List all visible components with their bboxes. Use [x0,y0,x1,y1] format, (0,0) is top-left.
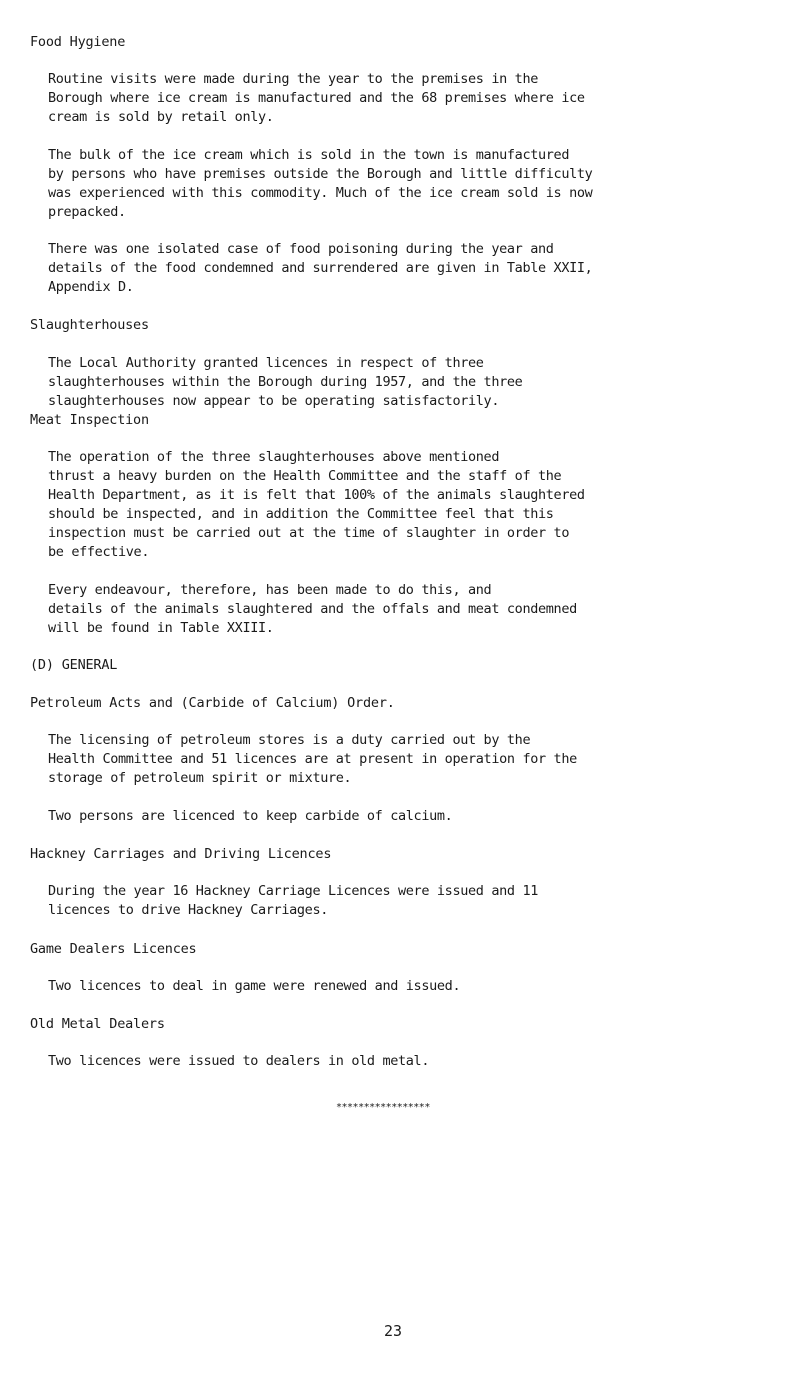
separator-asterisks: ***************** [336,1102,430,1113]
text-line: Borough where ice cream is manufactured and the 68 premises where ice [48,90,585,106]
text-line: thrust a heavy burden on the Health Committee and the staff of the [48,468,562,484]
text-line: storage of petroleum spirit or mixture. [48,770,352,786]
paragraph [48,70,778,127]
page-number: 23 [384,1322,403,1340]
text-line: should be inspected, and in addition the Committee feel that this [48,506,554,522]
paragraph [48,807,778,826]
text-line: Two licences were issued to dealers in old metal. [48,1053,430,1069]
text-line: The bulk of the ice cream which is sold in the town is manufactured [48,147,570,163]
text-line: slaughterhouses now appear to be operating satisfactorily. [48,393,500,409]
paragraph [48,146,778,222]
text-line: prepacked. [48,204,126,220]
paragraph [48,581,778,638]
paragraph [48,882,778,920]
section-heading-game-dealers: Game Dealers Licences [30,941,197,957]
text-line: Every endeavour, therefore, has been made to do this, and [48,582,492,598]
text-line: Health Committee and 51 licences are at present in operation for the [48,751,577,767]
section-heading-old-metal-dealers: Old Metal Dealers [30,1016,165,1032]
text-line: inspection must be carried out at the time of slaughter in order to [48,525,570,541]
text-line: There was one isolated case of food poisoning during the year and [48,241,554,257]
section-heading-meat-inspection: Meat Inspection [30,412,149,428]
text-line: The licensing of petroleum stores is a duty carried out by the [48,732,531,748]
text-line: Health Department, as it is felt that 100% of the animals slaughtered [48,487,585,503]
section-heading-hackney-carriages: Hackney Carriages and Driving Licences [30,846,332,862]
text-line: by persons who have premises outside the Borough and little difficulty [48,166,593,182]
text-line: was experienced with this commodity. Much of the ice cream sold is now [48,185,593,201]
paragraph [48,977,778,996]
paragraph [48,1052,778,1071]
paragraph [48,731,778,788]
text-line: Routine visits were made during the year to the premises in the [48,71,538,87]
section-heading-slaughterhouses: Slaughterhouses [30,317,149,333]
text-line: licences to drive Hackney Carriages. [48,902,328,918]
section-heading-petroleum-acts: Petroleum Acts and (Carbide of Calcium) Order. [30,695,395,711]
text-line: details of the animals slaughtered and the offals and meat condemned [48,601,577,617]
text-line: During the year 16 Hackney Carriage Licences were issued and 11 [48,883,538,899]
paragraph [48,240,778,297]
text-line: Two persons are licenced to keep carbide of calcium. [48,808,453,824]
text-line: The Local Authority granted licences in respect of three [48,355,484,371]
text-line: Two licences to deal in game were renewed and issued. [48,978,461,994]
section-heading-general: (D) GENERAL [30,657,118,673]
paragraph [48,448,778,562]
text-line: The operation of the three slaughterhouses above mentioned [48,449,500,465]
text-line: be effective. [48,544,150,560]
text-line: Appendix D. [48,279,134,295]
text-line: slaughterhouses within the Borough during 1957, and the three [48,374,523,390]
text-line: cream is sold by retail only. [48,109,274,125]
paragraph [48,354,778,411]
text-line: will be found in Table XXIII. [48,620,274,636]
section-heading-food-hygiene: Food Hygiene [30,34,126,50]
text-line: details of the food condemned and surrendered are given in Table XXII, [48,260,593,276]
